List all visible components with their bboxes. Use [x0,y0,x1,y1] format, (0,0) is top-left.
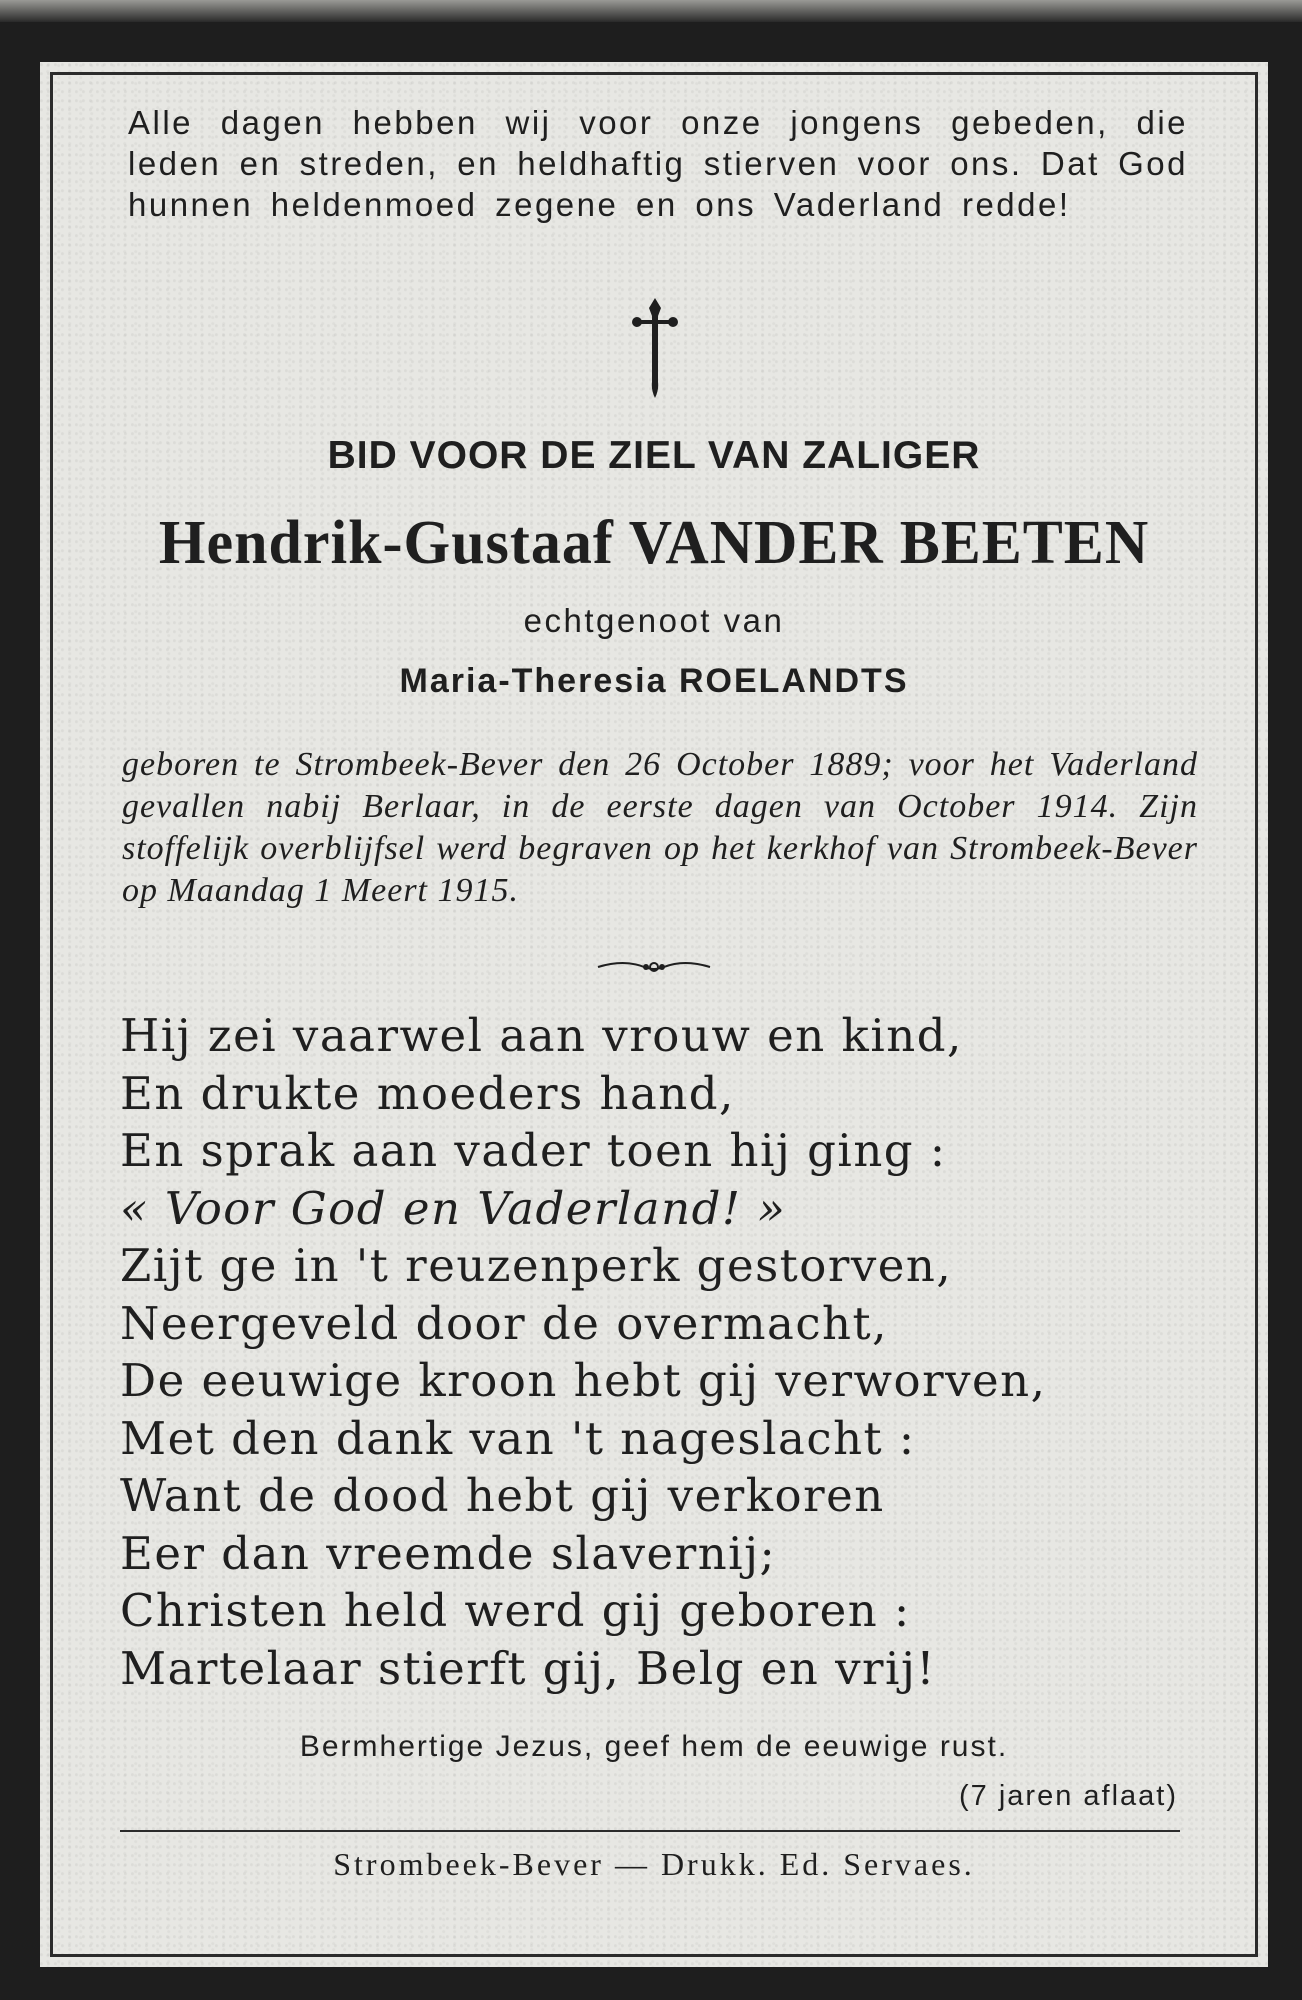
poem-line: Hij zei vaarwel aan vrouw en kind, [120,1009,963,1062]
poem [120,1007,1220,1697]
closing-prayer: Bermhertige Jezus, geef hem de eeuwige rust. [299,1730,1009,1763]
cross-icon [625,294,685,404]
deceased-name: Hendrik-Gustaaf VANDER BEETEN [158,507,1150,577]
divider-rule [120,1830,1180,1832]
intro-text: Alle dagen hebben wij voor onze jongens gebeden, die leden en streden, en heldhaftig stierven voor ons. Dat God hunnen heldenmoed zegene en ons Vaderland redde! [128,104,1188,223]
indulgence-note: (7 jaren aflaat) [959,1780,1178,1812]
spouse-name: Maria-Theresia ROELANDTS [399,662,909,700]
poem-line: En drukte moeders hand, [120,1066,735,1120]
spouse-label: echtgenoot van [523,602,785,639]
ornament-divider-icon [40,957,1268,981]
card-top-edge [0,0,1302,22]
poem-line: De eeuwige kroon hebt gij verworven, [120,1354,1047,1407]
poem-line: Want de dood hebt gij verkoren [120,1469,885,1522]
biography-text: geboren te Strombeek-Bever den 26 October 1889; voor het Vaderland gevallen nabij Berlaar, in de eerste dagen van October 1914. Zijn stoffelijk overblijfsel werd begraven op het kerkhof van Strombeek-Bever op Maandag 1 Meert 1915. [122,746,1198,909]
printer-imprint: Strombeek-Bever — Drukk. Ed. Servaes. [333,1846,975,1882]
poem-line: Christen held werd gij geboren : [120,1584,911,1637]
poem-line: Neergeveld door de overmacht, [120,1296,888,1350]
poem-line: Zijt ge in 't reuzenperk gestorven, [120,1239,953,1292]
poem-line: Met den dank van 't nageslacht : [120,1411,916,1465]
poem-line: Martelaar stierft gij, Belg en vrij! [120,1641,936,1695]
poem-line: En sprak aan vader toen hij ging : [120,1124,947,1177]
prayer-heading: BID VOOR DE ZIEL VAN ZALIGER [327,434,981,477]
poem-line: Eer dan vreemde slavernij; [120,1526,777,1580]
poem-line: « Voor God en Vaderland! » [120,1181,787,1235]
card-paper [40,62,1268,1967]
